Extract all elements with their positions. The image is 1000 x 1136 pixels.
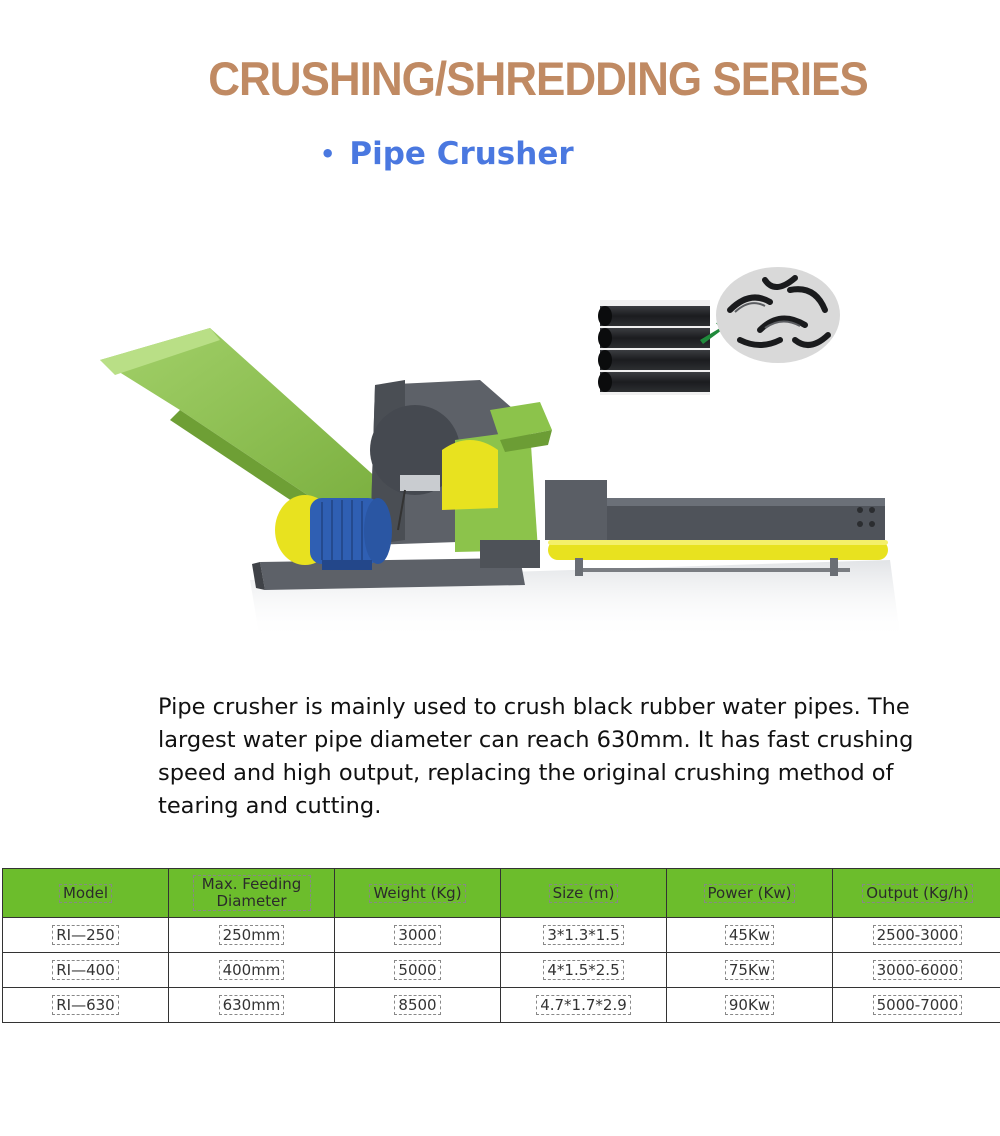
cell-output: 3000-6000 bbox=[833, 953, 1000, 988]
cell-size: 4.7*1.7*2.9 bbox=[501, 988, 667, 1023]
page-title: CRUSHING/SHREDDING SERIES bbox=[208, 53, 868, 106]
cell-model: RI—400 bbox=[3, 953, 169, 988]
pipes-inset-image bbox=[598, 300, 710, 395]
header-max-feeding-diameter: Max. Feeding Diameter bbox=[169, 869, 335, 918]
specification-table bbox=[2, 868, 1000, 1023]
header-power: Power (Kw) bbox=[667, 869, 833, 918]
cell-output: 5000-7000 bbox=[833, 988, 1000, 1023]
cell-power: 90Kw bbox=[667, 988, 833, 1023]
cell-diameter: 400mm bbox=[169, 953, 335, 988]
bullet-icon: • bbox=[320, 140, 336, 168]
cell-model: RI—250 bbox=[3, 918, 169, 953]
crusher-housing bbox=[370, 380, 552, 552]
header-model: Model bbox=[3, 869, 169, 918]
cell-weight: 5000 bbox=[335, 953, 501, 988]
crushed-pipe-pieces-image bbox=[716, 267, 840, 363]
discharge-conveyor bbox=[545, 480, 888, 576]
section-subtitle bbox=[320, 136, 574, 172]
table-header-row bbox=[3, 869, 1000, 918]
cell-power: 75Kw bbox=[667, 953, 833, 988]
subtitle-text: Pipe Crusher bbox=[349, 136, 574, 172]
cell-model: RI—630 bbox=[3, 988, 169, 1023]
cell-weight: 3000 bbox=[335, 918, 501, 953]
header-weight: Weight (Kg) bbox=[335, 869, 501, 918]
cell-size: 3*1.3*1.5 bbox=[501, 918, 667, 953]
header-size: Size (m) bbox=[501, 869, 667, 918]
cell-power: 45Kw bbox=[667, 918, 833, 953]
cell-diameter: 250mm bbox=[169, 918, 335, 953]
pipe-crusher-machine-photo bbox=[60, 240, 960, 660]
cell-output: 2500-3000 bbox=[833, 918, 1000, 953]
electric-motor bbox=[275, 495, 392, 570]
table-row bbox=[3, 953, 1000, 988]
cell-diameter: 630mm bbox=[169, 988, 335, 1023]
table-row bbox=[3, 918, 1000, 953]
cell-weight: 8500 bbox=[335, 988, 501, 1023]
header-output: Output (Kg/h) bbox=[833, 869, 1000, 918]
table-row bbox=[3, 988, 1000, 1023]
product-description: Pipe crusher is mainly used to crush black rubber water pipes. The largest water pipe diameter can reach 630mm. It has fast crushing speed and high output, replacing the original crushing method of tearing and cutting. bbox=[158, 694, 914, 819]
cell-size: 4*1.5*2.5 bbox=[501, 953, 667, 988]
